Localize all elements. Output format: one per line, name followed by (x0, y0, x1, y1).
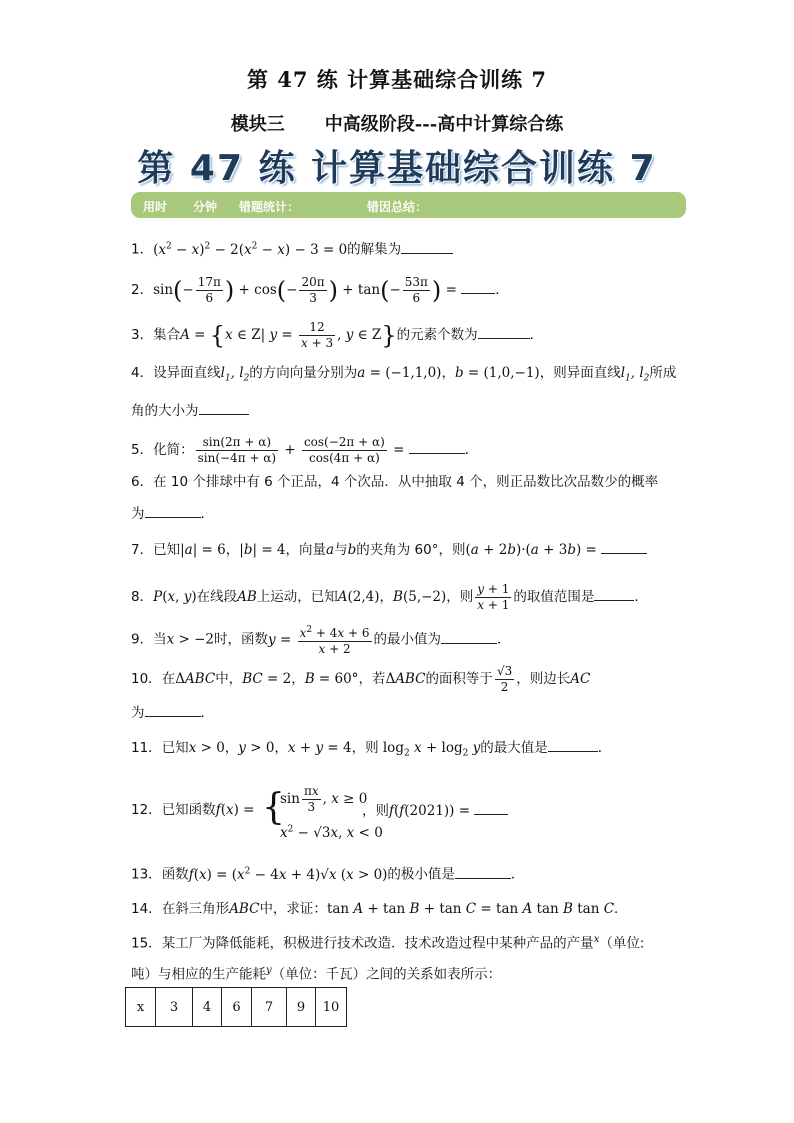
condition: x > −2 (166, 631, 215, 648)
question-text: 吨）与相应的生产能耗 (131, 966, 266, 983)
error-summary-label: 错因总结： (367, 200, 428, 214)
question-text: ，则异面直线 (539, 365, 621, 381)
lines-symbol: $l_1$, $l_2$ (220, 365, 250, 384)
answer-blank[interactable] (409, 439, 465, 454)
question-10 (131, 664, 590, 695)
question-text: （单位: (599, 935, 645, 952)
segment-ab: AB (237, 589, 257, 605)
module-subtitle (0, 110, 794, 136)
question-11 (131, 737, 611, 764)
question-2 (131, 275, 509, 306)
answer-blank[interactable] (548, 737, 598, 752)
lines-symbol: $l_1$, $l_2$ (620, 365, 650, 384)
question-12 (131, 800, 254, 820)
question-text: ，则边长 (516, 671, 571, 687)
point-p: P(x, y) (153, 589, 197, 605)
conditions: x > 0，y > 0，x + y = 4，则 $\log_2 x + \log_2 y$ (188, 740, 481, 759)
question-number: 14． (131, 901, 162, 917)
question-text: 的方向向量分别为 (249, 365, 358, 381)
page-title: 第 47 练 计算基础综合训练 7 (246, 67, 548, 92)
question-end: ． (200, 705, 214, 721)
question-15 (131, 930, 644, 954)
question-number: 13． (131, 866, 162, 883)
triangle-symbol: ΔABC (175, 671, 216, 687)
area-value: $\frac{√3}{2}$ (496, 664, 513, 694)
table-cell: 6 (222, 988, 252, 1027)
info-bar (131, 192, 686, 218)
answer-blank[interactable] (145, 702, 201, 717)
variable-y: y (266, 965, 272, 976)
question-end: ． (497, 631, 511, 648)
answer-blank[interactable] (461, 279, 495, 294)
question-text: ， (379, 589, 394, 605)
question-text: 与 (334, 542, 348, 558)
question-text: 的取值范围是 (513, 589, 595, 605)
table-row (126, 988, 347, 1027)
equation: sin(− $\frac{17\pi}{6}$ ) + cos(− $\frac{20\pi}{3}$ ) + tan(− $\frac{53\pi}{6}$ ) = (153, 275, 462, 305)
question-text: 当 (153, 631, 167, 648)
angle-b: B = 60° (304, 671, 359, 687)
identity: tan A + tan B + tan C = tan A tan B tan C (326, 901, 615, 917)
question-10-line-2 (131, 702, 214, 723)
answer-blank[interactable] (478, 324, 530, 339)
composite-expression: f(f(2021)) = (389, 803, 475, 819)
question-number: 11． (131, 740, 162, 756)
expression: $\frac{\sin(2\pi + \alpha)}{\sin(-4\pi + \alpha)}$ + $\frac{\cos(-2\pi + \alpha)}{\cos(4\pi + \alpha)}$ = (197, 435, 409, 465)
minutes-label: 分钟 (193, 200, 218, 214)
question-text: 已知 (153, 542, 181, 558)
table-cell: 4 (193, 988, 222, 1027)
question-4-line-2 (131, 400, 249, 421)
triangle-symbol: ΔABC (385, 671, 426, 687)
triangle-name: ABC (229, 901, 260, 917)
question-text: 在 10 个排球中有 6 个正品，4 个次品．从中抽取 4 个，则正品数比次品数少的概率 (153, 474, 659, 490)
side-ac: AC (570, 671, 591, 687)
stage-label: 中高级阶段---高中计算综合练 (324, 114, 564, 135)
vector-b: b = (1,0,−1) (454, 365, 540, 381)
question-number: 4． (131, 365, 154, 381)
piecewise-case-1: sin $\frac{\pi x}{3}$ , x ≥ 0 (280, 784, 368, 814)
vector-a: a (326, 542, 335, 558)
question-text: ， (225, 542, 240, 558)
question-text: 的极小值是 (387, 866, 455, 883)
table-header-cell: x (126, 988, 156, 1027)
piecewise-function: f(x) = (215, 802, 255, 818)
question-number: 1． (131, 241, 154, 258)
answer-blank[interactable] (474, 800, 508, 815)
question-5 (131, 435, 478, 466)
question-end: ． (464, 442, 479, 458)
question-text: 上运动，已知 (256, 589, 338, 605)
question-text: （单位：千瓦）之间的关系如表所示： (271, 966, 502, 983)
question-text: 的最大值是 (480, 740, 548, 756)
answer-blank[interactable] (401, 239, 453, 254)
question-15-line-2 (131, 961, 501, 985)
question-6 (131, 472, 658, 492)
question-14 (131, 899, 628, 919)
question-number: 5． (131, 442, 154, 458)
norm-b: |b| = 4 (239, 542, 286, 558)
norm-a: |a| = 6 (180, 542, 226, 558)
question-end: ． (634, 589, 648, 605)
banner-title: 第 47 练 计算基础综合训练 7 (137, 148, 657, 189)
question-9 (131, 623, 511, 657)
table-cell: 3 (156, 988, 193, 1027)
question-number: 3． (131, 327, 154, 343)
question-text: 某工厂为降低能耗，积极进行技术改造．技术改造过程中某种产品的产量 (161, 935, 594, 952)
question-text: 在线段 (196, 589, 238, 605)
question-4 (131, 363, 676, 389)
question-text: 为 (131, 705, 145, 721)
question-end: ． (510, 866, 525, 883)
question-text: ， (441, 365, 455, 381)
brace-icon: { (262, 787, 285, 828)
answer-blank[interactable] (441, 629, 497, 644)
question-6-line-2 (131, 503, 214, 524)
question-number: 6． (131, 474, 154, 490)
question-end: ． (495, 282, 509, 298)
answer-blank[interactable] (601, 539, 647, 554)
module-label: 模块三 (230, 114, 285, 135)
set-expression: A = {x ∈ Z| y = $\frac{12}{x + 3}$ , y ∈ Z} (180, 320, 397, 350)
equation: $(x^2 - x)^2 - 2(x^2 - x) - 3 = 0$ (153, 241, 348, 258)
question-text: 设异面直线 (153, 365, 221, 381)
question-text: ， (291, 671, 305, 687)
question-text: ，则 (446, 589, 474, 605)
question-text: 的解集为 (347, 241, 402, 258)
question-text: 集合 (153, 327, 181, 343)
side-bc: BC = 2 (242, 671, 292, 687)
question-text: 在 (161, 671, 176, 687)
question-7 (131, 539, 647, 560)
question-text: 已知函数 (161, 802, 216, 818)
question-text: 的最小值为 (373, 631, 442, 648)
question-number: 2． (131, 282, 154, 298)
question-text: 的面积等于 (425, 671, 493, 687)
question-end: ． (614, 901, 628, 917)
question-text: 所成 (649, 365, 677, 381)
question-number: 10． (131, 671, 162, 687)
answer-blank[interactable] (199, 400, 249, 415)
question-13 (131, 861, 524, 885)
question-text: 函数 (161, 866, 189, 883)
question-number: 7． (131, 542, 154, 558)
question-text: 的元素个数为 (396, 327, 478, 343)
question-text: 在斜三角形 (161, 901, 230, 917)
piecewise-case-2: $x^2 - √3x$, x < 0 (280, 824, 383, 841)
question-text: 中， (215, 671, 243, 687)
question-end: ． (200, 506, 214, 522)
question-text: 化简： (153, 442, 194, 458)
question-number: 9． (131, 631, 154, 648)
question-number: 15． (131, 935, 162, 952)
data-table (125, 987, 347, 1027)
question-text: 的夹角为 60°，则 (356, 542, 466, 558)
table-cell: 9 (287, 988, 316, 1027)
dot-product: (a + 2b)·(a + 3b) = (465, 542, 602, 558)
function-expression: $f(x) = (x^2 - 4x + 4)√x$ (x > 0) (188, 866, 388, 883)
point-b: B(5,−2) (393, 589, 447, 605)
question-1 (131, 236, 453, 260)
question-text: 为 (131, 506, 145, 522)
function-expression: y = $\frac{x^2 + 4x + 6}{x + 2}$ (268, 625, 370, 656)
question-text: 中，求证： (259, 901, 327, 917)
error-count-label: 错题统计： (239, 200, 300, 214)
vector-b: b (347, 542, 357, 558)
answer-blank[interactable] (594, 586, 634, 601)
question-number: 8． (131, 589, 154, 605)
question-text: ，向量 (285, 542, 327, 558)
question-3 (131, 320, 543, 351)
answer-blank[interactable] (455, 864, 511, 879)
question-text: 时，函数 (214, 631, 269, 648)
question-8 (131, 582, 648, 613)
variable-x: x (593, 934, 600, 945)
expression: $\frac{y + 1}{x + 1}$ (477, 582, 510, 612)
question-text: ，若 (358, 671, 386, 687)
vector-a: a = (−1,1,0) (357, 365, 442, 381)
question-text: 已知 (161, 740, 189, 756)
question-text: ，则 (362, 803, 389, 819)
time-label: 用时 (143, 200, 168, 214)
question-text: 角的大小为 (131, 403, 199, 419)
question-number: 12． (131, 802, 162, 818)
question-end: ． (597, 740, 612, 756)
table-cell: 7 (252, 988, 287, 1027)
question-end: ． (529, 327, 544, 343)
point-a: A(2,4) (337, 589, 380, 605)
table-cell: 10 (316, 988, 347, 1027)
question-12-tail (362, 800, 508, 821)
answer-blank[interactable] (145, 503, 201, 518)
